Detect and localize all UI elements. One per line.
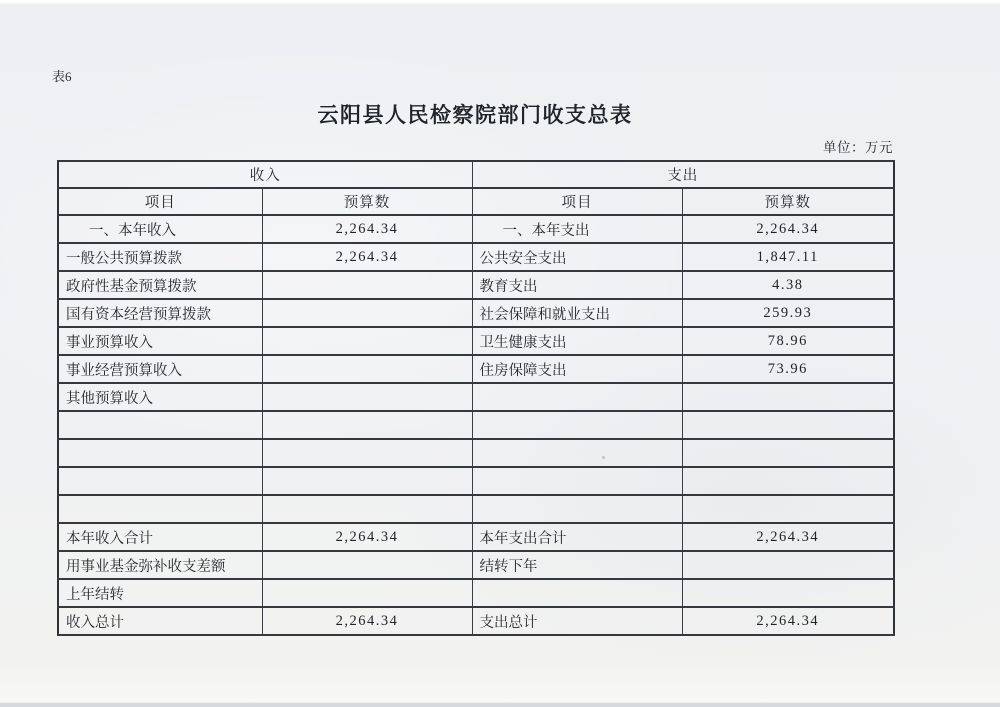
expense-value-cell: 73.96 [682, 355, 894, 383]
table-row [58, 551, 894, 579]
expense-value-cell: 2,264.34 [682, 523, 894, 551]
expense-item-cell [472, 439, 682, 467]
expense-value-cell: 78.96 [682, 327, 894, 355]
expense-item-cell: 公共安全支出 [472, 243, 682, 271]
expense-group-header: 支出 [472, 161, 894, 188]
budget-table-body [58, 215, 894, 635]
income-value-cell [262, 551, 472, 579]
income-item-cell: 一般公共预算拨款 [58, 243, 262, 271]
expense-value-cell [682, 579, 894, 607]
table-row [58, 439, 894, 467]
income-value-cell: 2,264.34 [262, 607, 472, 635]
table-row [58, 523, 894, 551]
table-row [58, 383, 894, 411]
expense-value-cell: 1,847.11 [682, 243, 894, 271]
column-header-row [58, 188, 894, 215]
income-value-cell [262, 271, 472, 299]
income-item-cell: 收入总计 [58, 607, 262, 635]
expense-item-cell: 住房保障支出 [472, 355, 682, 383]
expense-item-cell [472, 383, 682, 411]
income-value-cell [262, 327, 472, 355]
expense-value-cell [682, 551, 894, 579]
income-item-cell [58, 411, 262, 439]
unit-note: 单位：万元 [823, 140, 893, 155]
expense-value-cell: 259.93 [682, 299, 894, 327]
income-item-cell: 事业经营预算收入 [58, 355, 262, 383]
income-budget-header: 预算数 [262, 188, 472, 215]
table-row [58, 243, 894, 271]
group-header-row [58, 161, 894, 188]
expense-value-cell [682, 439, 894, 467]
table-row [58, 327, 894, 355]
sheet-label: 表6 [52, 69, 72, 84]
income-item-cell: 其他预算收入 [58, 383, 262, 411]
income-value-cell: 2,264.34 [262, 243, 472, 271]
income-item-cell: 事业预算收入 [58, 327, 262, 355]
expense-item-cell [472, 411, 682, 439]
table-row [58, 271, 894, 299]
budget-table [57, 160, 895, 636]
expense-value-cell [682, 411, 894, 439]
income-group-header: 收入 [58, 161, 472, 188]
expense-item-cell: 本年支出合计 [472, 523, 682, 551]
income-value-cell [262, 495, 472, 523]
table-row [58, 607, 894, 635]
scan-speck [602, 456, 605, 459]
income-value-cell [262, 299, 472, 327]
income-item-cell: 本年收入合计 [58, 523, 262, 551]
expense-item-cell [472, 495, 682, 523]
income-value-cell [262, 383, 472, 411]
income-value-cell [262, 579, 472, 607]
income-item-cell [58, 467, 262, 495]
expense-value-cell [682, 467, 894, 495]
expense-budget-header: 预算数 [682, 188, 894, 215]
income-item-cell: 上年结转 [58, 579, 262, 607]
expense-item-header: 项目 [472, 188, 682, 215]
income-value-cell [262, 439, 472, 467]
expense-item-cell: 结转下年 [472, 551, 682, 579]
income-item-cell: 国有资本经营预算拨款 [58, 299, 262, 327]
expense-value-cell: 2,264.34 [682, 607, 894, 635]
income-value-cell [262, 467, 472, 495]
expense-value-cell: 2,264.34 [682, 215, 894, 243]
income-item-header: 项目 [58, 188, 262, 215]
expense-value-cell [682, 495, 894, 523]
table-row [58, 467, 894, 495]
expense-item-cell: 教育支出 [472, 271, 682, 299]
income-value-cell [262, 355, 472, 383]
expense-item-cell: 卫生健康支出 [472, 327, 682, 355]
income-item-cell [58, 439, 262, 467]
expense-item-cell: 一、本年支出 [472, 215, 682, 243]
page-title: 云阳县人民检察院部门收支总表 [317, 103, 633, 127]
income-item-cell [58, 495, 262, 523]
income-value-cell: 2,264.34 [262, 215, 472, 243]
table-row [58, 495, 894, 523]
income-item-cell: 用事业基金弥补收支差额 [58, 551, 262, 579]
income-item-cell: 政府性基金预算拨款 [58, 271, 262, 299]
table-row [58, 299, 894, 327]
expense-item-cell [472, 579, 682, 607]
income-value-cell [262, 411, 472, 439]
table-row [58, 355, 894, 383]
table-row [58, 579, 894, 607]
income-value-cell: 2,264.34 [262, 523, 472, 551]
expense-item-cell [472, 467, 682, 495]
expense-value-cell: 4.38 [682, 271, 894, 299]
income-item-cell: 一、本年收入 [58, 215, 262, 243]
table-row [58, 215, 894, 243]
expense-item-cell: 社会保障和就业支出 [472, 299, 682, 327]
expense-value-cell [682, 383, 894, 411]
expense-item-cell: 支出总计 [472, 607, 682, 635]
table-row [58, 411, 894, 439]
